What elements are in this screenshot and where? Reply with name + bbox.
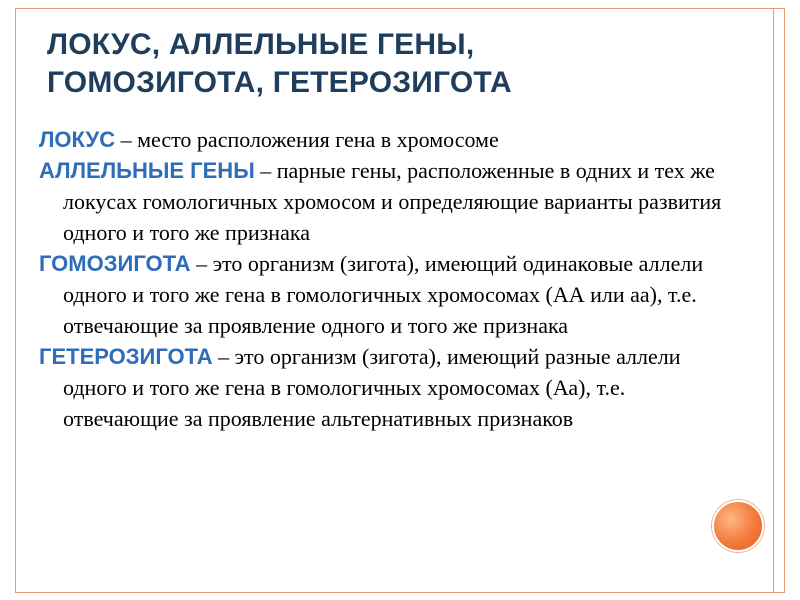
slide-title-line-1: ЛОКУС, АЛЛЕЛЬНЫЕ ГЕНЫ, <box>47 28 475 61</box>
term-homozygote: ГОМОЗИГОТА <box>39 251 191 276</box>
definitions-list <box>39 124 744 434</box>
slide-right-rail <box>773 8 785 593</box>
definition-homozygote <box>39 248 744 341</box>
slide-title <box>47 26 737 102</box>
slide-title-line-2: ГОМОЗИГОТА, ГЕТЕРОЗИГОТА <box>47 66 512 99</box>
term-allelic-genes: АЛЛЕЛЬНЫЕ ГЕНЫ <box>39 158 255 183</box>
definition-allelic-genes-text: – парные гены, расположенные в одних и тех же локусах гомологичных хромосом и определяющие варианты развития одного и того же признака <box>63 158 722 245</box>
definition-locus <box>39 124 744 155</box>
definition-heterozygote-text: – это организм (зигота), имеющий разные аллели одного и того же гена в гомологичных хромосомах (Аа), т.е. отвечающие за проявление альтернативных признаков <box>63 344 681 431</box>
orange-circle-decoration <box>712 500 764 552</box>
term-heterozygote: ГЕТЕРОЗИГОТА <box>39 344 213 369</box>
definition-heterozygote <box>39 341 744 434</box>
term-locus: ЛОКУС <box>39 127 116 152</box>
definition-locus-text: – место расположения гена в хромосоме <box>115 127 499 152</box>
definition-homozygote-text: – это организм (зигота), имеющий одинаковые аллели одного и того же гена в гомологичных хромосомах (АА или аа), т.е. отвечающие за проявление одного и того же признака <box>63 251 704 338</box>
definition-allelic-genes <box>39 155 744 248</box>
